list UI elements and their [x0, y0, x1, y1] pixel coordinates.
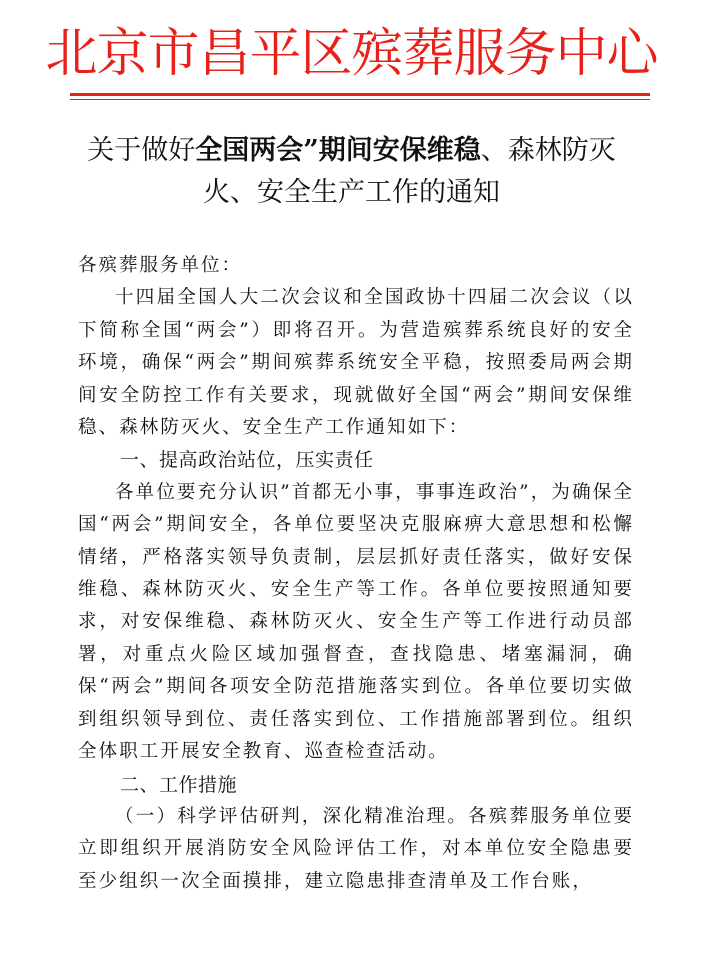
title-prefix: 关于做好 — [87, 135, 196, 166]
letterhead-rule-thick — [70, 93, 650, 96]
subsection-1-paragraph: （一）科学评估研判，深化精准治理。各殡葬服务单位要立即组织开展消防安全风险评估工作，对本单位安全隐患要至少组织一次全面摸排，建立隐患排查清单及工作台账， — [78, 805, 634, 892]
title-bold-part: 全国两会”期间安保维稳 — [195, 135, 481, 166]
intro-paragraph: 十四届全国人大二次会议和全国政协十四届二次会议（以下简称全国“两会”）即将召开。为营造殡葬系统良好的安全环境，确保“两会”期间殡葬系统安全平稳，按照委局两会期间安全防控工作有关要求，现就做好全国“两会”期间安保维稳、森林防灭火、安全生产工作通知如下： — [78, 287, 634, 439]
org-letterhead: 北京市昌平区殡葬服务中心 — [45, 24, 658, 84]
section-1-paragraph: 各单位要充分认识”首都无小事，事事连政治”，为确保全国“两会”期间安全，各单位要坚决克服麻痹大意思想和松懈情绪，严格落实领导负责制，层层抓好责任落实，做好安保维稳、森林防灭火、安全生产等工作。各单位要按照通知要求，对安保维稳、森林防灭火、安全生产等工作进行动员部署，对重点火险区域加强督查，查找隐患、堵塞漏洞，确保“两会”期间各项安全防范措施落实到位。各单位要切实做到组织领导到位、责任落实到位、工作措施部署到位。组织全体职工开展安全教育、巡查检查活动。 — [78, 481, 634, 763]
section-2-heading: 二、工作措施 — [120, 773, 238, 796]
addressee: 各殡葬服务单位： — [78, 255, 243, 276]
document-title — [60, 130, 643, 214]
letterhead-rule-thin — [70, 99, 650, 100]
title-line2: 火、安全生产工作的通知 — [203, 177, 500, 208]
section-1-heading: 一、提高政治站位，压实责任 — [120, 449, 374, 472]
title-rest-line1: 、森林防灭 — [480, 135, 616, 166]
document-body — [78, 250, 634, 898]
